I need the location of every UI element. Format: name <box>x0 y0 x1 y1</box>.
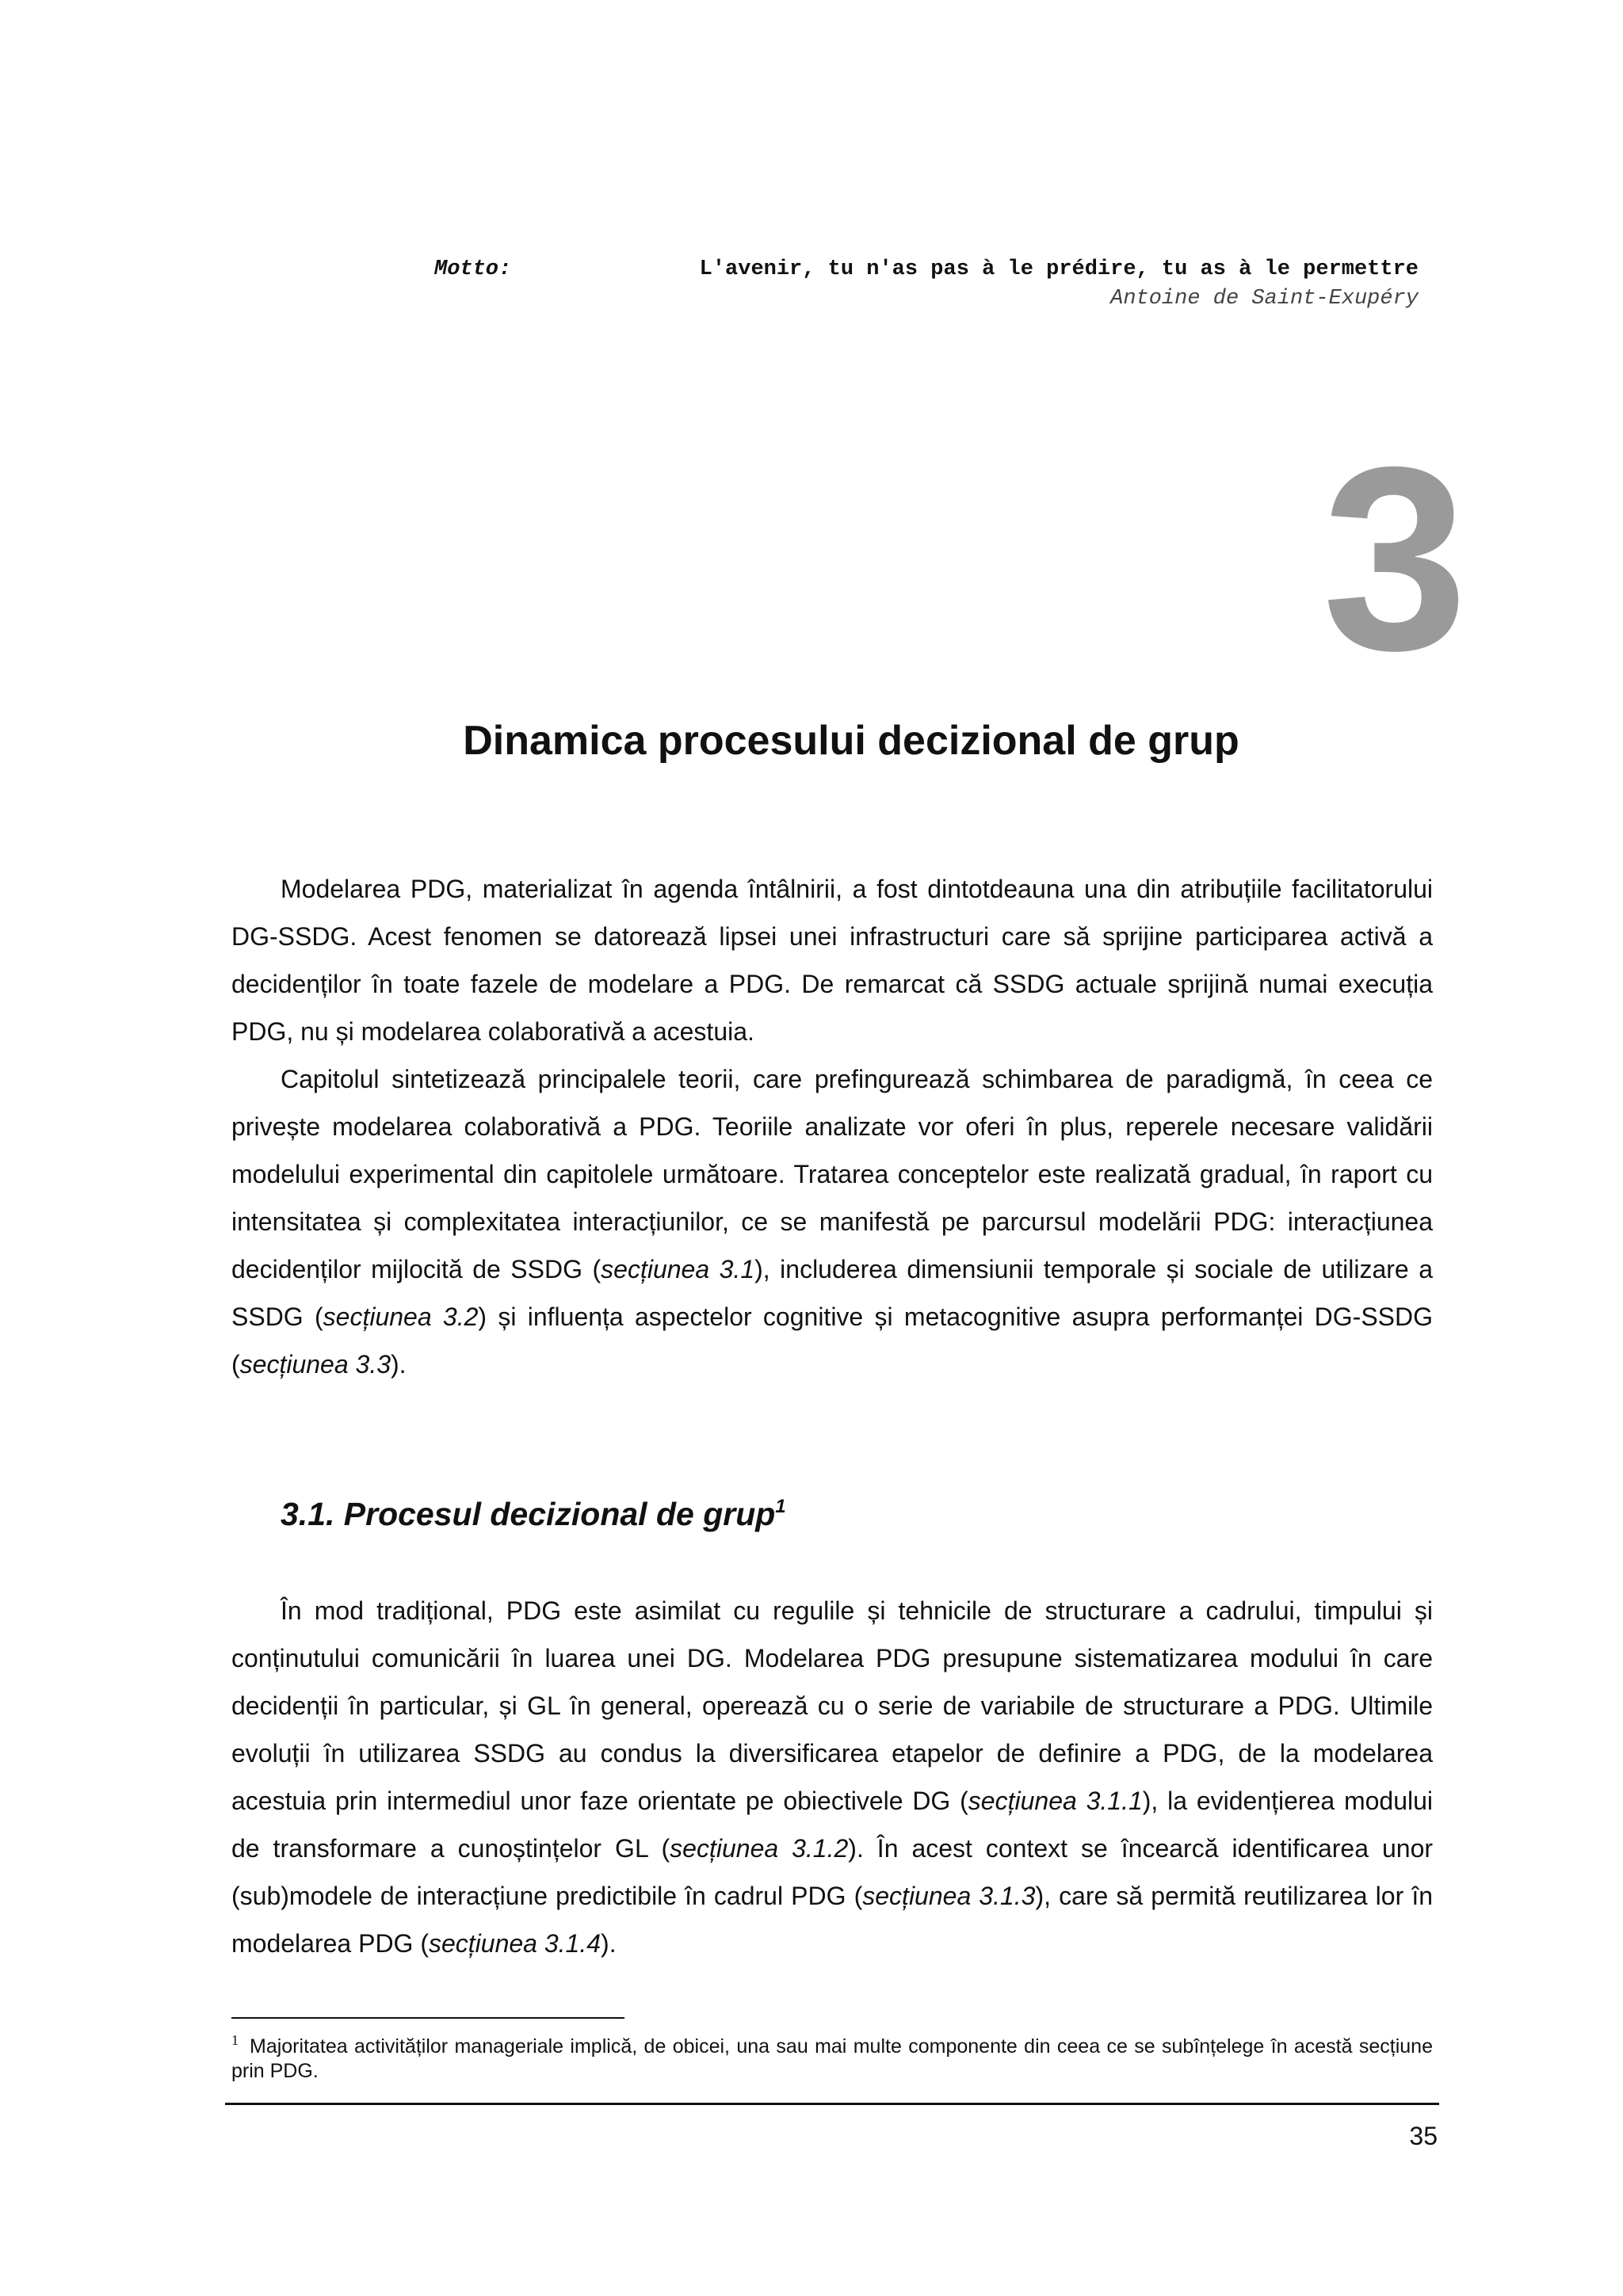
motto-author: Antoine de Saint-Exupéry <box>1110 287 1419 311</box>
footnote-separator <box>231 2017 624 2019</box>
chapter-number: 3 <box>1322 412 1468 704</box>
footnote-marker: 1 <box>775 1496 786 1517</box>
footnote-number: 1 <box>231 2032 239 2048</box>
section-reference: secțiunea 3.1.3 <box>862 1882 1036 1910</box>
footnote-text: Majoritatea activităților manageriale implică, de obicei, una sau mai multe componente din ceea ce se subînțelege în acestă secțiune prin PDG. <box>231 2035 1433 2082</box>
section-reference: secțiunea 3.1.1 <box>968 1787 1143 1815</box>
section-reference: secțiunea 3.1 <box>601 1255 755 1283</box>
motto-quote: L'avenir, tu n'as pas à le prédire, tu as à le permettre <box>699 257 1419 281</box>
chapter-title: Dinamica procesului decizional de grup <box>463 718 1239 764</box>
page-footer-rule <box>225 2103 1439 2105</box>
section-reference: secțiunea 3.1.2 <box>670 1834 849 1863</box>
intro-paragraph-2: Capitolul sintetizează principalele teorii, care prefingurează schimbarea de paradigmă, în ceea ce privește modelarea colaborativă a PDG. Teoriile analizate vor oferi în plus, reperele necesare validării modelului experimental din capitolele următoare. Tratarea conceptelor este realizată gradual, în raport cu intensitatea și complexitatea interacțiunilor, ce se manifestă pe parcursul modelării PDG: interacțiunea decidenților mijlocită de SSDG (secțiunea 3.1), includerea dimensiunii temporale și sociale de utilizare a SSDG (secțiunea 3.2) și influența aspectelor cognitive și metacognitive asupra performanței DG-SSDG (secțiunea 3.3). <box>231 1065 1434 1379</box>
section-heading: 3.1. Procesul decizional de grup$^1$ <box>281 1496 786 1532</box>
section-reference: secțiunea 3.2 <box>323 1302 479 1331</box>
section-reference: secțiunea 3.1.4 <box>428 1929 601 1958</box>
intro-text <box>231 865 1433 1388</box>
section-paragraph: În mod tradițional, PDG este asimilat cu regulile și tehnicile de structurare a cadrului, timpului și conținutului comunicării în luarea unei DG. Modelarea PDG presupune sistematizarea modului în care decidenții în particular, și GL în general, operează cu o serie de variabile de structurare a PDG. Ultimile evoluții în utilizarea SSDG au condus la diversificarea etapelor de definire a PDG, de la modelarea acestuia prin intermediul unor faze orientate pe obiectivele DG (secțiunea 3.1.1), la evidențierea modului de transformare a cunoștințelor GL (secțiunea 3.1.2). În acest context se încearcă identificarea unor (sub)modele de interacțiune predictibile în cadrul PDG (secțiunea 3.1.3), care să permită reutilizarea lor în modelarea PDG (secțiunea 3.1.4). <box>231 1596 1434 1958</box>
motto-label: Motto: <box>434 257 512 281</box>
section-text <box>231 1587 1433 1967</box>
section-reference: secțiunea 3.3 <box>239 1350 391 1379</box>
intro-paragraph-1: Modelarea PDG, materializat în agenda întâlnirii, a fost dintotdeauna una din atribuțiile facilitatorului DG-SSDG. Acest fenomen se datorează lipsei unei infrastructuri care să sprijine participarea activă a decidenților în toate fazele de modelare a PDG. De remarcat că SSDG actuale sprijină numai execuția PDG, nu și modelarea colaborativă a acestuia. <box>231 875 1433 1046</box>
footnote <box>231 2028 1433 2084</box>
page-number: 35 <box>1409 2122 1438 2150</box>
